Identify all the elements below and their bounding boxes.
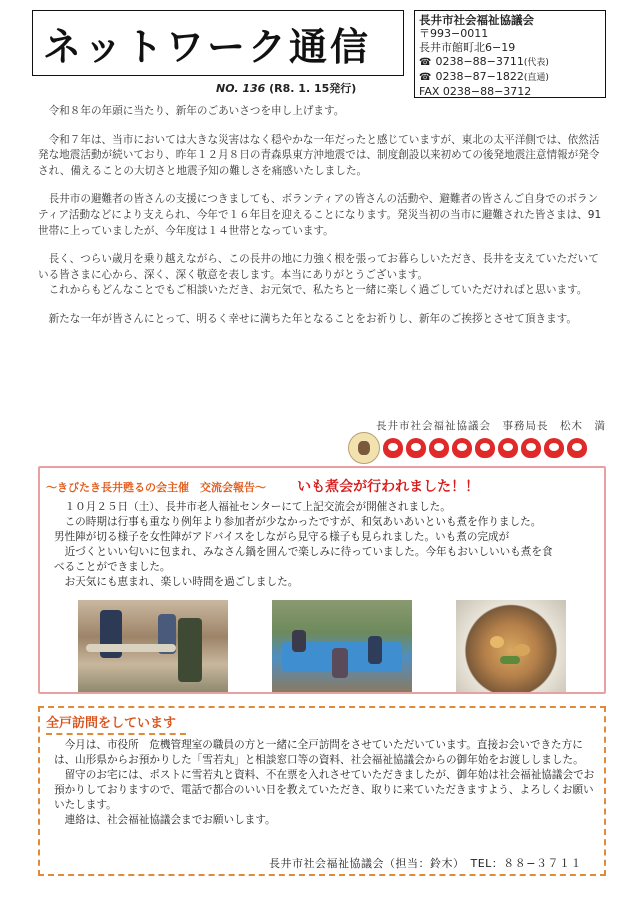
daruma-icon: [452, 438, 472, 458]
report-headline: いも煮会が行われました！！: [297, 479, 480, 495]
visit-signature: 長井市社会福祉協議会（担当：鈴木） TEL：８８−３７１１: [268, 857, 582, 870]
visit-paragraph: 連絡は、社会福祉協議会までお願いします。: [64, 814, 276, 826]
contact-tel2: 0238−87−1822: [435, 70, 524, 83]
photo-cooking-outdoors: [78, 600, 228, 692]
phone-icon: ☎: [419, 72, 432, 83]
photo-group-gathering: [272, 600, 412, 692]
daruma-icon: [383, 438, 403, 458]
issue-number: NO. 136: [216, 82, 266, 95]
daruma-icon: [406, 438, 426, 458]
letter-signature: 長井市社会福祉協議会 事務局長 松木 満: [376, 420, 606, 432]
home-visit-box: [38, 706, 606, 876]
visit-body: [54, 738, 600, 828]
phone-icon: ☎: [419, 57, 432, 68]
daruma-icon: [544, 438, 564, 458]
issue-info: [216, 80, 356, 96]
contact-tel2-note: (直通): [523, 73, 549, 83]
newsletter-title: ネットワーク通信: [43, 24, 372, 69]
daruma-icon: [429, 438, 449, 458]
contact-address: 長井市館町北6−19: [419, 41, 516, 54]
contact-postal: 〒993−0011: [419, 27, 489, 40]
event-report-box: [38, 466, 606, 694]
report-photos: [76, 600, 576, 692]
contact-fax: FAX 0238−88−3712: [419, 85, 532, 98]
report-line: 男性陣が切る様子を女性陣がアドバイスをしながら見守る様子も見られました。いも煮の完成が: [54, 531, 510, 543]
report-header: [46, 476, 479, 496]
mascot-character-icon: [348, 432, 380, 464]
daruma-icon: [498, 438, 518, 458]
report-line: べることができました。: [54, 561, 171, 573]
letter-paragraph: これからもどんなことでもご相談いただき、お元気で、私たちと一緒に楽しく過ごしていただければと思います。: [48, 284, 588, 297]
daruma-icon: [475, 438, 495, 458]
visit-paragraph: 留守のお宅には、ポストに雪若丸と資料、不在票を入れさせていただきましたが、御年始は社会福祉協議会でお預かりしておりますので、電話で都合のいい日を教えていただき、取りに来ていただきますよう、よろしくお願いいたします。: [54, 769, 595, 811]
report-line: 近づくといい匂いに包まれ、みなさん鍋を囲んで楽しみに待っていました。今年もおいしいいも煮を食: [64, 546, 553, 558]
letter-paragraph: 令和８年の年頭に当たり、新年のごあいさつを申し上げます。: [48, 105, 345, 117]
report-body: [54, 500, 594, 590]
daruma-icon: [567, 438, 587, 458]
contact-tel1-note: (代表): [523, 58, 549, 68]
letter-paragraph: 長く、つらい歳月を乗り越えながら、この長井の地に力強く根を張ってお暮らしいただき、長井を支えていただいている皆さまに心から、深く、深く敬意を表します。本当にありがとうございます。: [38, 253, 599, 281]
contact-box: [414, 10, 606, 98]
report-line: この時期は行事も重なり例年より参加者が少なかったですが、和気あいあいといも煮を作りました。: [64, 516, 542, 528]
contact-tel1-row: [419, 55, 601, 70]
letter-paragraph: 令和７年は、当市においては大きな災害はなく穏やかな一年だったと感じていますが、東北の太平洋側では、依然活発な地震活動が続いており、昨年１２月８日の青森県東方沖地震では、制度創設以来初めての後発地震注意情報が発令され、備えることの大切さと地震予知の難しさを痛感いたしました。: [38, 133, 600, 177]
letter-paragraph: 新たな一年が皆さんにとって、明るく幸せに満ちた年となることをお祈りし、新年のご挨拶とさせて頂きます。: [48, 312, 578, 325]
photo-imoni-bowl: [456, 600, 566, 692]
report-subtitle: 〜きびたき長井甦るの会主催 交流会報告〜: [46, 481, 266, 494]
masthead: [32, 10, 606, 98]
issue-date: (R8. 1. 15発行): [269, 82, 357, 95]
new-year-letter: [38, 104, 608, 341]
daruma-icon: [521, 438, 541, 458]
visit-title: 全戸訪問をしています: [46, 712, 186, 735]
visit-paragraph: 今月は、市役所 危機管理室の職員の方と一緒に全戸訪問をさせていただいています。直接お会いできた方には、山形県からお預かりした「雪若丸」と相談窓口等の資料、社会福祉協議会からの御年始をお渡ししました。: [54, 739, 584, 766]
title-box: [32, 10, 404, 76]
contact-org: 長井市社会福祉協議会: [419, 13, 534, 27]
report-line: お天気にも恵まれ、楽しい時間を過ごしました。: [64, 576, 299, 588]
letter-paragraph: 長井市の避難者の皆さんの支援につきましても、ボランティアの皆さんの活動や、避難者の皆さんご自身でのボランティア活動などにより支えられ、今年で１６年目を迎えることになります。発災当初の当市に避難された皆さまは、91世帯に上っていましたが、今年度は１４世帯となっています。: [38, 193, 602, 237]
mascot-illustrations: [348, 432, 587, 464]
contact-tel2-row: [419, 70, 601, 85]
report-line: １０月２５日（土）、長井市老人福祉センターにて上記交流会が開催されました。: [64, 501, 451, 513]
contact-tel1: 0238−88−3711: [435, 55, 524, 68]
